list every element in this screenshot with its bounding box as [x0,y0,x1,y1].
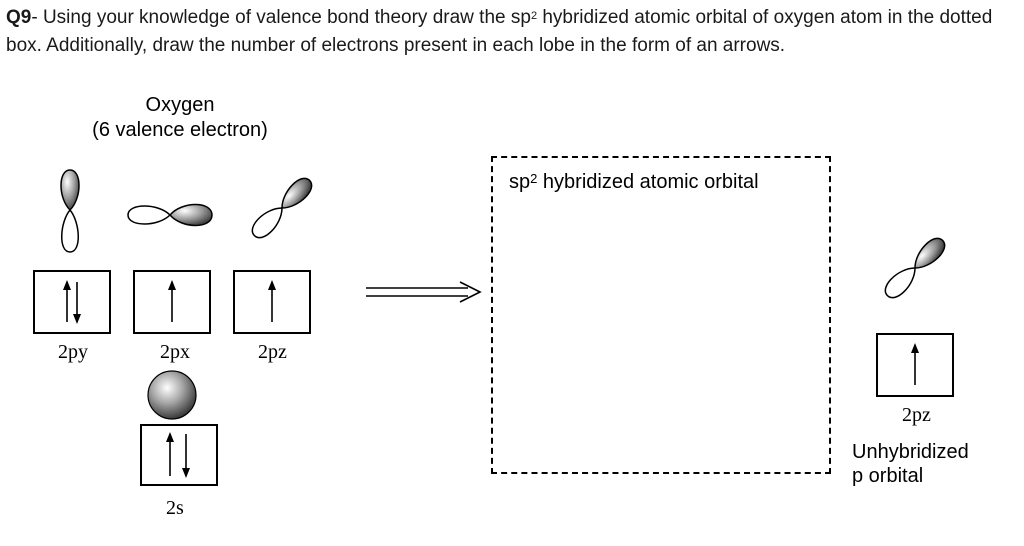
pz-label: 2pz [258,341,287,363]
s-label: 2s [166,497,184,519]
sp2-label-prefix: sp [509,171,531,193]
s-electron-box [140,424,218,486]
py-electron-box [33,270,111,334]
question-text-part1: - Using your knowledge of valence bond theory draw the sp [31,7,531,28]
oxygen-subtitle: (6 valence electron) [92,119,268,141]
double-arrow-icon [364,280,484,304]
question-text [6,4,1016,60]
unhybridized-line2: p orbital [852,465,924,487]
unhybridized-pz-electron-box [876,333,954,397]
up-arrow-icon [135,272,209,332]
py-label: 2py [58,341,88,363]
sp2-answer-box[interactable] [491,156,831,474]
sp2-box-label [509,170,759,194]
oxygen-title: Oxygen [145,94,215,116]
paired-arrows-icon [35,272,109,332]
unhybridized-line1: Unhybridized [852,441,969,463]
up-arrow-icon [878,335,952,395]
px-electron-box [133,270,211,334]
unhybridized-pz-orbital-icon [874,228,956,308]
px-label: 2px [160,341,190,363]
unhybridized-pz-label: 2pz [902,404,931,426]
sp2-label-suffix: hybridized atomic orbital [537,171,759,193]
px-orbital-icon [124,195,216,235]
pz-orbital-icon [241,168,323,248]
question-text-part2: hybridized atomic orbital of oxygen atom in the dotted box. Additionally, draw the number of electrons present in each lobe in the form of an arrows. [6,7,993,56]
question-superscript: 2 [530,10,538,22]
question-number: Q9 [6,7,32,28]
sp2-label-sup: 2 [530,171,538,186]
up-arrow-icon [235,272,309,332]
paired-arrows-icon [142,426,216,484]
py-orbital-icon [50,166,90,256]
pz-electron-box [233,270,311,334]
s-orbital-sphere-icon [146,369,198,421]
